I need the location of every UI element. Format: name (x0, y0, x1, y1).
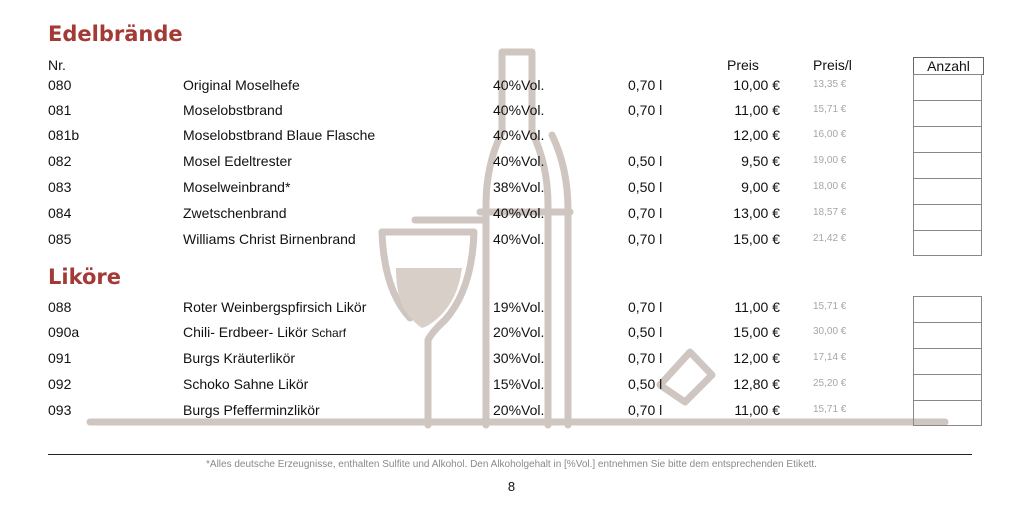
quantity-cell[interactable] (914, 153, 981, 179)
quantity-cell[interactable] (914, 375, 981, 401)
column-header-preis: Preis (727, 57, 759, 73)
product-price: 12,00 € (733, 350, 780, 366)
product-name: Roter Weinbergspfirsich Likör (183, 299, 367, 315)
column-header-anzahl: Anzahl (913, 57, 984, 75)
product-row (0, 400, 1023, 420)
quantity-cell[interactable] (914, 127, 981, 153)
product-name-text: Chili- Erdbeer- Likör (183, 324, 308, 340)
product-volume: 0,70 l (628, 205, 663, 221)
quantity-cell[interactable] (914, 349, 981, 375)
footer-divider (48, 454, 972, 455)
footnote: *Alles deutsche Erzeugnisse, enthalten Sulfite und Alkohol. Den Alkoholgehalt in [%Vol.] entnehmen Sie bitte dem entsprechenden Etikett. (206, 459, 817, 470)
product-price-per-liter: 21,42 € (813, 233, 847, 244)
product-alcohol: 40%Vol. (493, 231, 545, 247)
product-price-per-liter: 15,71 € (813, 104, 847, 115)
quantity-cell[interactable] (914, 75, 981, 101)
product-alcohol: 40%Vol. (493, 153, 545, 169)
product-alcohol: 15%Vol. (493, 376, 545, 392)
product-number: 093 (48, 402, 72, 418)
product-price: 11,00 € (734, 402, 780, 418)
product-number: 090a (48, 324, 80, 340)
product-alcohol: 19%Vol. (493, 299, 545, 315)
product-alcohol: 40%Vol. (493, 102, 545, 118)
product-row (0, 125, 1023, 145)
product-alcohol: 20%Vol. (493, 402, 545, 418)
product-name: Zwetschenbrand (183, 205, 287, 221)
product-price: 15,00 € (733, 231, 780, 247)
product-row (0, 297, 1023, 317)
product-name: Moselobstbrand Blaue Flasche (183, 127, 376, 143)
quantity-box-group-likoere (913, 296, 982, 426)
product-price-per-liter: 17,14 € (813, 352, 847, 363)
product-volume: 0,50 l (628, 153, 663, 169)
product-volume: 0,70 l (628, 299, 663, 315)
product-volume: 0,50 l (628, 324, 663, 340)
product-row (0, 177, 1023, 197)
product-price: 11,00 € (734, 299, 780, 315)
quantity-cell[interactable] (914, 231, 981, 257)
product-alcohol: 20%Vol. (493, 324, 545, 340)
section-heading-likoere: Liköre (48, 265, 122, 289)
product-price-per-liter: 18,00 € (813, 181, 847, 192)
product-name: Burgs Pfefferminzlikör (183, 402, 320, 418)
product-price-per-liter: 13,35 € (813, 79, 847, 90)
product-number: 081b (48, 127, 80, 143)
page-number: 8 (507, 479, 516, 494)
product-number: 091 (48, 350, 72, 366)
product-name-suffix: Scharf (311, 326, 347, 340)
product-row (0, 322, 1023, 342)
product-alcohol: 40%Vol. (493, 77, 545, 93)
column-header-preis-pro-liter: Preis/l (813, 57, 852, 73)
product-row (0, 229, 1023, 249)
product-price: 15,00 € (733, 324, 780, 340)
product-number: 085 (48, 231, 72, 247)
product-name: Schoko Sahne Likör (183, 376, 309, 392)
product-row (0, 348, 1023, 368)
product-alcohol: 38%Vol. (493, 179, 545, 195)
quantity-cell[interactable] (914, 101, 981, 127)
product-volume: 0,70 l (628, 402, 663, 418)
product-volume: 0,70 l (628, 350, 663, 366)
product-price-per-liter: 15,71 € (813, 404, 847, 415)
product-alcohol: 40%Vol. (493, 127, 545, 143)
product-price-per-liter: 19,00 € (813, 155, 847, 166)
product-price-per-liter: 15,71 € (813, 301, 847, 312)
product-price: 11,00 € (734, 102, 780, 118)
product-number: 084 (48, 205, 72, 221)
product-row (0, 100, 1023, 120)
product-volume: 0,70 l (628, 102, 663, 118)
product-alcohol: 30%Vol. (493, 350, 545, 366)
product-name (183, 322, 346, 343)
product-number: 092 (48, 376, 72, 392)
product-name: Moselweinbrand* (183, 179, 291, 195)
product-number: 088 (48, 299, 72, 315)
product-price-per-liter: 25,20 € (813, 378, 847, 389)
product-volume: 0,50 l (628, 179, 663, 195)
column-header-nr: Nr. (48, 57, 66, 73)
quantity-cell[interactable] (914, 179, 981, 205)
quantity-cell[interactable] (914, 297, 981, 323)
product-price: 9,50 € (741, 153, 780, 169)
product-price: 12,80 € (733, 376, 780, 392)
section-heading-edelbraende: Edelbrände (48, 22, 183, 46)
quantity-cell[interactable] (914, 323, 981, 349)
product-price: 9,00 € (741, 179, 780, 195)
product-row (0, 151, 1023, 171)
product-price: 12,00 € (733, 127, 780, 143)
product-name: Williams Christ Birnenbrand (183, 231, 356, 247)
product-volume: 0,70 l (628, 231, 663, 247)
product-price-per-liter: 16,00 € (813, 129, 847, 140)
product-row (0, 203, 1023, 223)
product-name: Mosel Edeltrester (183, 153, 292, 169)
product-name: Burgs Kräuterlikör (183, 350, 296, 366)
product-row (0, 374, 1023, 394)
product-volume: 0,70 l (628, 77, 663, 93)
product-price: 13,00 € (733, 205, 780, 221)
product-alcohol: 40%Vol. (493, 205, 545, 221)
product-price-per-liter: 18,57 € (813, 207, 847, 218)
quantity-box-group-edelbraende (913, 74, 982, 256)
product-row (0, 75, 1023, 95)
product-number: 080 (48, 77, 72, 93)
quantity-cell[interactable] (914, 401, 981, 427)
quantity-cell[interactable] (914, 205, 981, 231)
product-name: Moselobstbrand (183, 102, 283, 118)
product-number: 082 (48, 153, 72, 169)
product-name: Original Moselhefe (183, 77, 300, 93)
product-price-per-liter: 30,00 € (813, 326, 847, 337)
product-volume: 0,50 l (628, 376, 663, 392)
product-price: 10,00 € (733, 77, 780, 93)
product-number: 083 (48, 179, 72, 195)
product-number: 081 (48, 102, 72, 118)
